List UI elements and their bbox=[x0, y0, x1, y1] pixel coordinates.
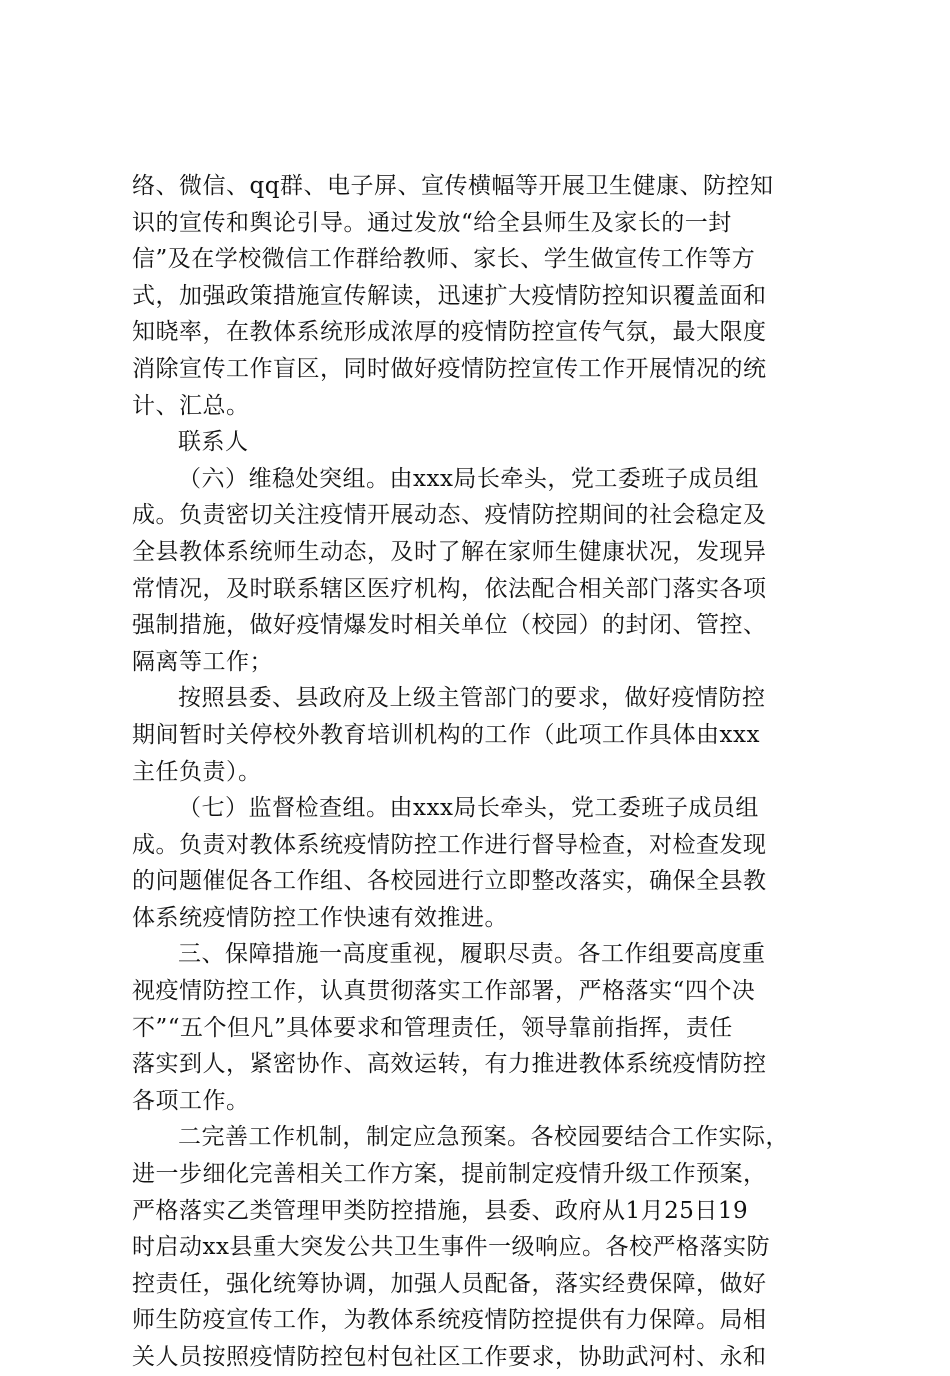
text-line: 视疫情防控工作，认真贯彻落实工作部署，严格落实“四个决 bbox=[132, 978, 756, 1005]
text-line: 常情况，及时联系辖区医疗机构，依法配合相关部门落实各项 bbox=[132, 575, 767, 602]
text-line: 计、汇总。 bbox=[132, 392, 250, 419]
text-line: 隔离等工作； bbox=[132, 648, 273, 675]
text-line: 联系人 bbox=[178, 429, 249, 456]
text-line: 全县教体系统师生动态，及时了解在家师生健康状况，发现异 bbox=[132, 538, 767, 565]
text-line: 三、保障措施一高度重视，履职尽责。各工作组要高度重 bbox=[178, 941, 766, 968]
text-line: 时启动xx县重大突发公共卫生事件一级响应。各校严格落实防 bbox=[132, 1234, 770, 1261]
text-line: 按照县委、县政府及上级主管部门的要求，做好疫情防控 bbox=[178, 685, 766, 712]
text-line: 二完善工作机制，制定应急预案。各校园要结合工作实际， bbox=[178, 1124, 789, 1151]
text-line: 识的宣传和舆论引导。通过发放“给全县师生及家长的一封 bbox=[132, 209, 732, 236]
document-body bbox=[132, 168, 822, 1376]
text-line: （六）维稳处突组。由xxx局长牵头，党工委班子成员组 bbox=[178, 465, 759, 492]
text-line: 各项工作。 bbox=[132, 1087, 250, 1114]
text-line: 体系统疫情防控工作快速有效推进。 bbox=[132, 904, 508, 931]
text-line: 消除宣传工作盲区，同时做好疫情防控宣传工作开展情况的统 bbox=[132, 355, 767, 382]
text-line: 期间暂时关停校外教育培训机构的工作（此项工作具体由xxx bbox=[132, 721, 760, 748]
text-line: 式，加强政策措施宣传解读，迅速扩大疫情防控知识覆盖面和 bbox=[132, 282, 767, 309]
text-line: 成。负责对教体系统疫情防控工作进行督导检查，对检查发现 bbox=[132, 831, 767, 858]
text-line: 主任负责）。 bbox=[132, 758, 262, 785]
text-line: （七）监督检查组。由xxx局长牵头，党工委班子成员组 bbox=[178, 795, 759, 822]
text-line: 严格落实乙类管理甲类防控措施，县委、政府从1月25日19 bbox=[132, 1197, 749, 1224]
text-line: 的问题催促各工作组、各校园进行立即整改落实，确保全县教 bbox=[132, 868, 767, 895]
text-line: 关人员按照疫情防控包村包社区工作要求，协助武河村、永和 bbox=[132, 1344, 767, 1370]
text-line: 信”及在学校微信工作群给教师、家长、学生做宣传工作等方 bbox=[132, 246, 756, 273]
text-line: 控责任，强化统筹协调，加强人员配备，落实经费保障，做好 bbox=[132, 1270, 767, 1297]
text-line: 不”“五个但凡”具体要求和管理责任，领导靠前指挥，责任 bbox=[132, 1014, 733, 1041]
text-line: 强制措施，做好疫情爆发时相关单位（校园）的封闭、管控、 bbox=[132, 612, 767, 639]
text-line: 师生防疫宣传工作，为教体系统疫情防控提供有力保障。局相 bbox=[132, 1307, 767, 1334]
text-line: 知晓率，在教体系统形成浓厚的疫情防控宣传气氛，最大限度 bbox=[132, 319, 767, 346]
text-line: 成。负责密切关注疫情开展动态、疫情防控期间的社会稳定及 bbox=[132, 502, 767, 529]
text-line: 络、微信、qq群、电子屏、宣传横幅等开展卫生健康、防控知 bbox=[132, 173, 774, 199]
text-line: 落实到人，紧密协作、高效运转，有力推进教体系统疫情防控 bbox=[132, 1051, 767, 1078]
text-line: 进一步细化完善相关工作方案，提前制定疫情升级工作预案， bbox=[132, 1161, 767, 1188]
